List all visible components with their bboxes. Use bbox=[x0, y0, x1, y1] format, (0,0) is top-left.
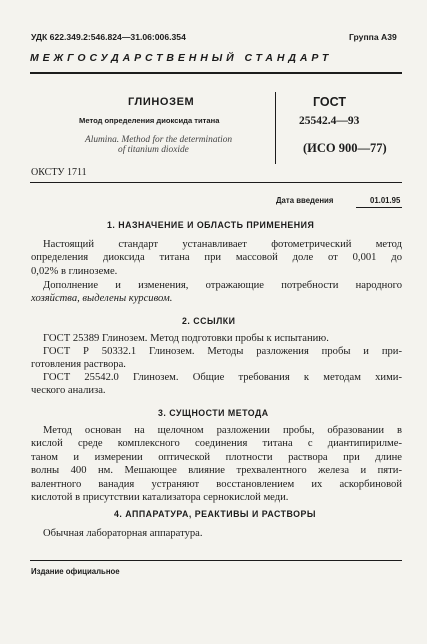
english-title-line-2: of titanium dioxide bbox=[118, 145, 189, 155]
intro-date-value: 01.01.95 bbox=[370, 196, 401, 205]
text-line: валентного ванадия устраняют восстановлением их аскорбиновой bbox=[31, 478, 402, 490]
title-block-rule bbox=[30, 182, 402, 183]
iso-reference: (ИСО 900—77) bbox=[303, 141, 387, 155]
text-line: ГОСТ Р 50332.1 Глинозем. Методы разложения пробы и при- bbox=[43, 346, 402, 357]
text-line: определения диоксида титана при массовой доле от 0,001 до bbox=[31, 252, 402, 264]
standard-banner: МЕЖГОСУДАРСТВЕННЫЙ СТАНДАРТ bbox=[30, 52, 333, 64]
text-line: Обычная лабораторная аппаратура. bbox=[43, 528, 203, 539]
group-label: Группа А39 bbox=[349, 32, 397, 42]
footer-rule bbox=[30, 560, 402, 561]
edition-note: Издание официальное bbox=[31, 567, 120, 576]
text-line: готовления раствора. bbox=[31, 359, 126, 371]
text-line: кислой среде комплексного соединения титана с диантипирилме- bbox=[31, 438, 402, 450]
section-2-paragraph-2 bbox=[31, 345, 402, 372]
text-line: волны 400 нм. Мешающее влияние трехвалентного железа и пяти- bbox=[31, 465, 402, 477]
gost-number: 25542.4—93 bbox=[299, 115, 360, 127]
gost-label: ГОСТ bbox=[313, 95, 346, 109]
english-title-line-1: Alumina. Method for the determination bbox=[85, 135, 233, 145]
text-line: ческого анализа. bbox=[31, 385, 106, 397]
title-divider bbox=[275, 92, 276, 164]
udk-code: УДК 622.349.2:546.824—31.06:006.354 bbox=[31, 32, 186, 42]
section-2-heading: 2. ССЫЛКИ bbox=[182, 316, 236, 326]
section-2-paragraph-3 bbox=[31, 371, 402, 398]
text-line: 0,02% в глиноземе. bbox=[31, 265, 118, 277]
section-2-paragraph-1 bbox=[31, 332, 402, 345]
text-line: таном и измерении оптической плотности раствора при длине bbox=[31, 451, 402, 463]
text-line: ГОСТ 25389 Глинозем. Метод подготовки пробы к испытанию. bbox=[43, 333, 329, 344]
text-line: хозяйства, выделены курсивом. bbox=[31, 293, 173, 305]
intro-date-underline bbox=[356, 207, 402, 208]
section-4-paragraph-1 bbox=[31, 527, 402, 540]
section-1-paragraph-2 bbox=[31, 279, 402, 306]
text-line: Дополнение и изменения, отражающие потребности народного bbox=[43, 280, 402, 291]
section-4-heading: 4. АППАРАТУРА, РЕАКТИВЫ И РАСТВОРЫ bbox=[114, 509, 316, 519]
section-3-paragraph-1 bbox=[31, 424, 402, 504]
section-3-heading: 3. СУЩНОСТИ МЕТОДА bbox=[158, 408, 269, 418]
section-1-heading: 1. НАЗНАЧЕНИЕ И ОБЛАСТЬ ПРИМЕНЕНИЯ bbox=[107, 220, 315, 230]
section-1-paragraph-1 bbox=[31, 238, 402, 278]
intro-date-label: Дата введения bbox=[276, 196, 334, 205]
text-line: кислотой в присутствии катализатора сернокислой меди. bbox=[31, 492, 289, 504]
okstu-code: ОКСТУ 1711 bbox=[31, 167, 87, 178]
header-rule bbox=[30, 72, 402, 74]
document-subtitle: Метод определения диоксида титана bbox=[79, 116, 220, 125]
text-line: Настоящий стандарт устанавливает фотометрический метод bbox=[43, 239, 402, 250]
document-title: ГЛИНОЗЕМ bbox=[128, 96, 195, 108]
text-line: ГОСТ 25542.0 Глинозем. Общие требования к методам хими- bbox=[43, 372, 402, 383]
text-line: Метод основан на щелочном разложении пробы, образовании в bbox=[43, 425, 402, 436]
